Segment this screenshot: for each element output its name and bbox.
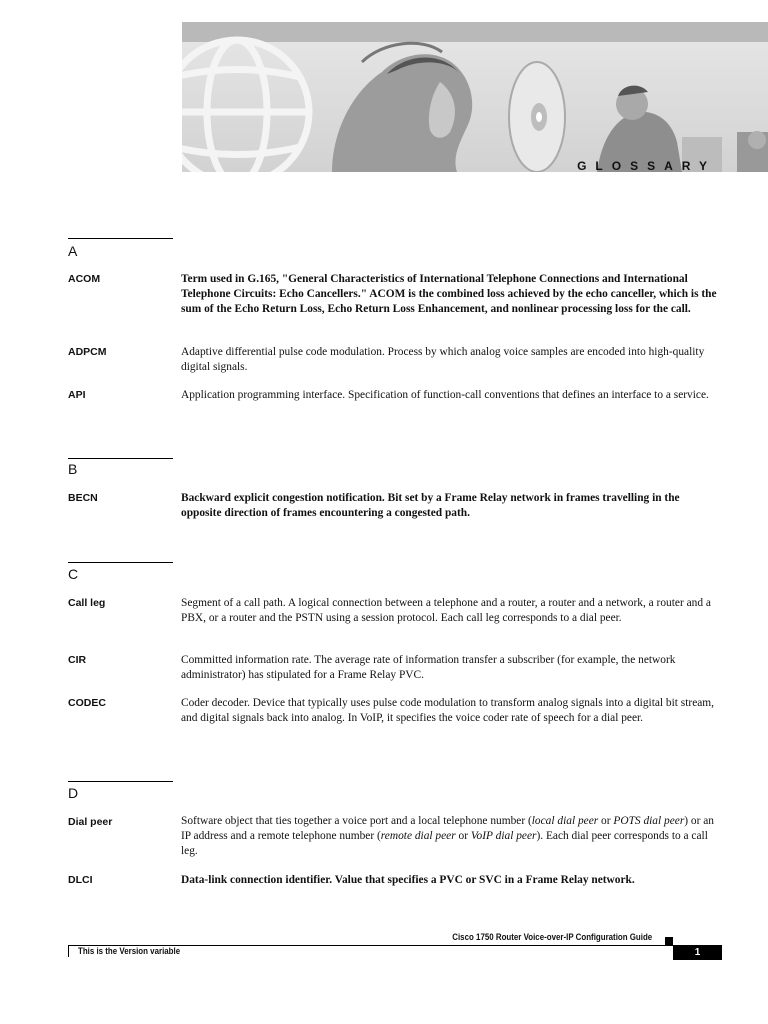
definition-part-italic: remote dial peer: [380, 830, 456, 842]
term-acom: ACOM: [68, 273, 101, 285]
definition-part: ) or an IP address and a remote telephone number (: [181, 815, 714, 842]
definition-part: or: [598, 815, 614, 827]
definition-part: or: [455, 830, 471, 842]
definition-part-italic: local dial peer: [531, 815, 599, 827]
cd-disc-icon: [509, 62, 565, 172]
term-adpcm: ADPCM: [68, 346, 107, 358]
term-becn: BECN: [68, 492, 98, 504]
definition-part: Software object that ties together a voice port and a local telephone number (: [181, 815, 532, 827]
section-rule-b: [68, 458, 173, 459]
footer-tick: [68, 945, 69, 957]
definition-call-leg: Segment of a call path. A logical connection between a telephone and a router, a router and a network, a router and a PBX, or a router and the PSTN using a session protocol. Each call leg corresponds to a dial peer.: [181, 597, 711, 624]
definition-part-italic: POTS dial peer: [613, 815, 685, 827]
banner-title: GLOSSARY: [577, 159, 716, 172]
page-number-text: 1: [694, 947, 701, 958]
term-cir: CIR: [68, 654, 87, 666]
woman-figure-icon: [332, 43, 472, 172]
term-dlci: DLCI: [68, 874, 93, 886]
section-letter-b: B: [68, 461, 78, 477]
definition-dial-peer: [181, 814, 718, 859]
glossary-banner: [182, 22, 768, 172]
term-api: API: [68, 389, 86, 401]
definition-acom: Term used in G.165, "General Characteristics of International Telephone Connections and International Telephone Circuits: Echo Cancellers." ACOM is the combined loss achieved by the echo canceller, which is the sum of the Echo Return Loss, Echo Return Loss Enhancement, and nonlinear processing loss for the call.: [181, 273, 717, 315]
section-letter-c: C: [68, 566, 79, 582]
definition-part-italic: VoIP dial peer: [470, 830, 537, 842]
definition-part: ). Each dial peer corresponds to a call leg.: [181, 830, 708, 857]
definition-codec: Coder decoder. Device that typically uses pulse code modulation to transform analog signals into a digital bit stream, and digital signals back into analog. In VoIP, it specifies the voice coder rate of speech for a dial peer.: [181, 697, 715, 724]
definition-api: Application programming interface. Specification of function-call conventions that defines an interface to a service.: [181, 389, 709, 401]
globe-icon: [182, 40, 309, 172]
section-rule-c: [68, 562, 173, 563]
definition-becn: Backward explicit congestion notification. Bit set by a Frame Relay network in frames travelling in the opposite direction of frames encountering a congested path.: [181, 492, 680, 519]
page-number: [673, 945, 722, 960]
banner-illustration: [182, 22, 768, 172]
definition-cir: Committed information rate. The average rate of information transfer a subscriber (for example, the network administrator) has stipulated for a Frame Relay PVC.: [181, 654, 676, 681]
section-rule-a: [68, 238, 173, 239]
footer-version: This is the Version variable: [78, 946, 181, 956]
term-dial-peer: Dial peer: [68, 816, 113, 828]
definition-adpcm: Adaptive differential pulse code modulation. Process by which analog voice samples are encoded into high-quality digital signals.: [181, 346, 705, 373]
term-codec: CODEC: [68, 697, 106, 709]
definition-dlci: Data-link connection identifier. Value that specifies a PVC or SVC in a Frame Relay network.: [181, 874, 635, 886]
section-rule-d: [68, 781, 173, 782]
footer-guide-title: Cisco 1750 Router Voice-over-IP Configuration Guide: [452, 932, 652, 942]
term-call-leg: Call leg: [68, 597, 106, 609]
section-letter-a: A: [68, 243, 78, 259]
section-letter-d: D: [68, 785, 79, 801]
footer-marker: [665, 937, 673, 945]
